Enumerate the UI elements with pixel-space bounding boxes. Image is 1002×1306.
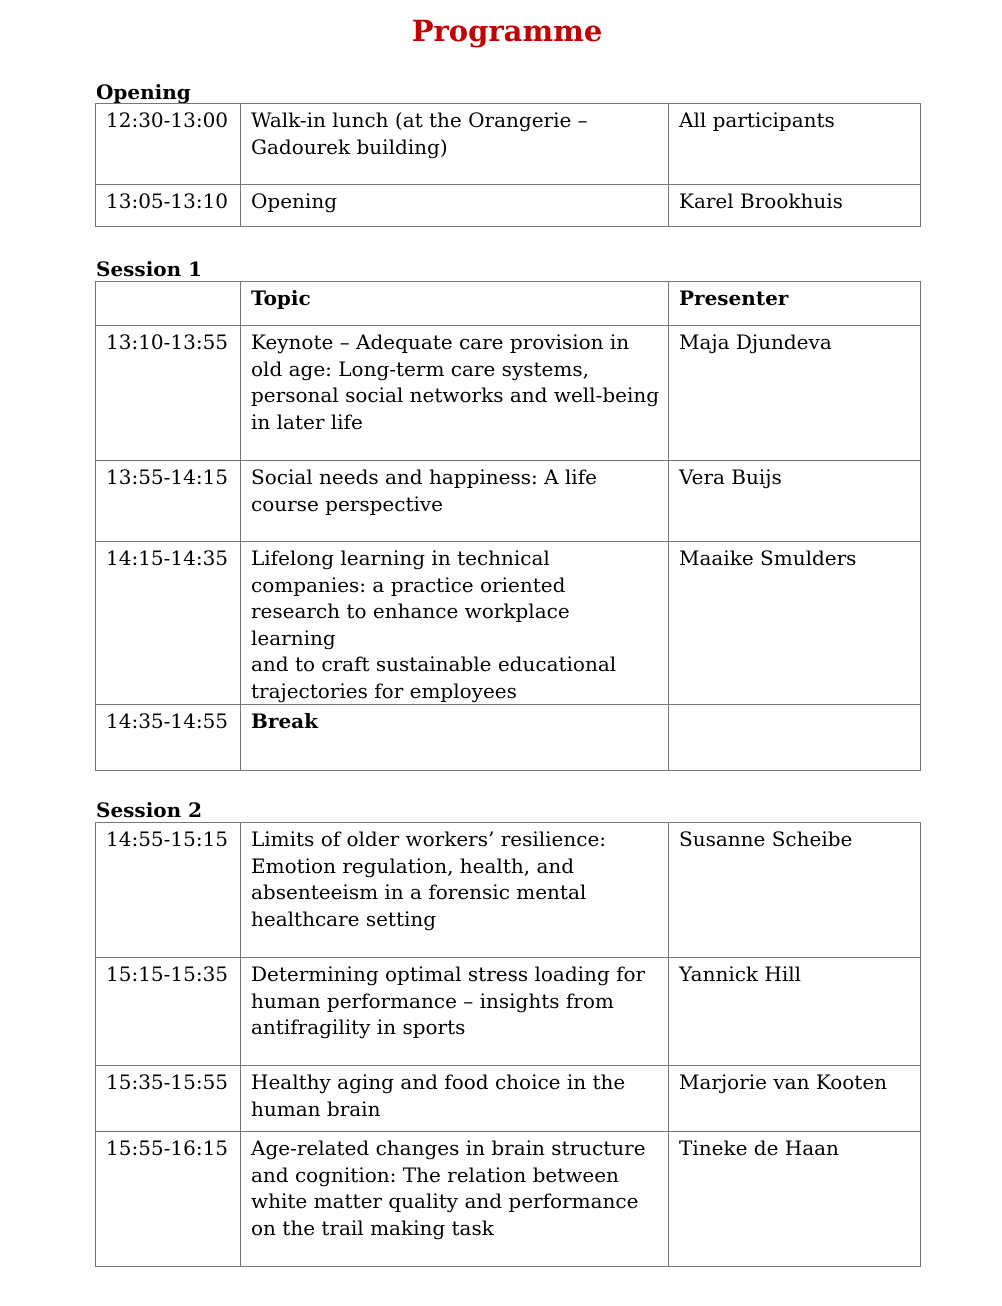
topic-cell: Age-related changes in brain structure and cognition: The relation between white matter quality and performance on the trail making task: [241, 1132, 669, 1267]
presenter-cell: Yannick Hill: [669, 958, 921, 1066]
topic-cell: Walk-in lunch (at the Orangerie – Gadourek building): [241, 104, 669, 185]
presenter-cell: [669, 705, 921, 771]
session-2-table: [95, 822, 921, 1267]
time-cell: 14:55-15:15: [96, 823, 241, 958]
topic-cell: Determining optimal stress loading for human performance – insights from antifragility in sports: [241, 958, 669, 1066]
topic-cell: Opening: [241, 185, 669, 227]
topic-cell: Healthy aging and food choice in the human brain: [241, 1066, 669, 1132]
presenter-cell: Susanne Scheibe: [669, 823, 921, 958]
time-cell: 13:55-14:15: [96, 461, 241, 542]
topic-cell: Lifelong learning in technical companies: a practice oriented research to enhance workplace learning and to craft sustainable educational trajectories for employees: [241, 542, 669, 705]
time-cell: 14:15-14:35: [96, 542, 241, 705]
presenter-cell: Vera Buijs: [669, 461, 921, 542]
topic-cell: Social needs and happiness: A life course perspective: [241, 461, 669, 542]
table-row: [96, 958, 921, 1066]
section-label-opening: Opening: [96, 80, 191, 104]
opening-table: [95, 103, 921, 227]
section-label-session-2: Session 2: [96, 798, 203, 822]
presenter-cell: Tineke de Haan: [669, 1132, 921, 1267]
presenter-cell: Marjorie van Kooten: [669, 1066, 921, 1132]
session-1-table: [95, 281, 921, 771]
table-row: [96, 705, 921, 771]
topic-cell: Keynote – Adequate care provision in old age: Long-term care systems, personal social networks and well-being in later life: [241, 326, 669, 461]
time-cell: 14:35-14:55: [96, 705, 241, 771]
table-row: [96, 185, 921, 227]
table-row: [96, 542, 921, 705]
table-row: [96, 1066, 921, 1132]
page-title: Programme: [411, 14, 603, 48]
topic-cell: Limits of older workers’ resilience: Emotion regulation, health, and absenteeism in a forensic mental healthcare setting: [241, 823, 669, 958]
header-topic-cell: Topic: [241, 282, 669, 326]
time-cell: 15:15-15:35: [96, 958, 241, 1066]
time-cell: 12:30-13:00: [96, 104, 241, 185]
time-cell: 13:05-13:10: [96, 185, 241, 227]
topic-cell: Break: [241, 705, 669, 771]
header-presenter-cell: Presenter: [669, 282, 921, 326]
table-header-row: [96, 282, 921, 326]
table-row: [96, 326, 921, 461]
table-row: [96, 1132, 921, 1267]
presenter-cell: Maaike Smulders: [669, 542, 921, 705]
time-cell: 15:55-16:15: [96, 1132, 241, 1267]
section-label-session-1: Session 1: [96, 257, 203, 281]
presenter-cell: Maja Djundeva: [669, 326, 921, 461]
table-row: [96, 823, 921, 958]
time-cell: 13:10-13:55: [96, 326, 241, 461]
time-cell: 15:35-15:55: [96, 1066, 241, 1132]
presenter-cell: Karel Brookhuis: [669, 185, 921, 227]
header-time-cell: [96, 282, 241, 326]
presenter-cell: All participants: [669, 104, 921, 185]
table-row: [96, 461, 921, 542]
table-row: [96, 104, 921, 185]
